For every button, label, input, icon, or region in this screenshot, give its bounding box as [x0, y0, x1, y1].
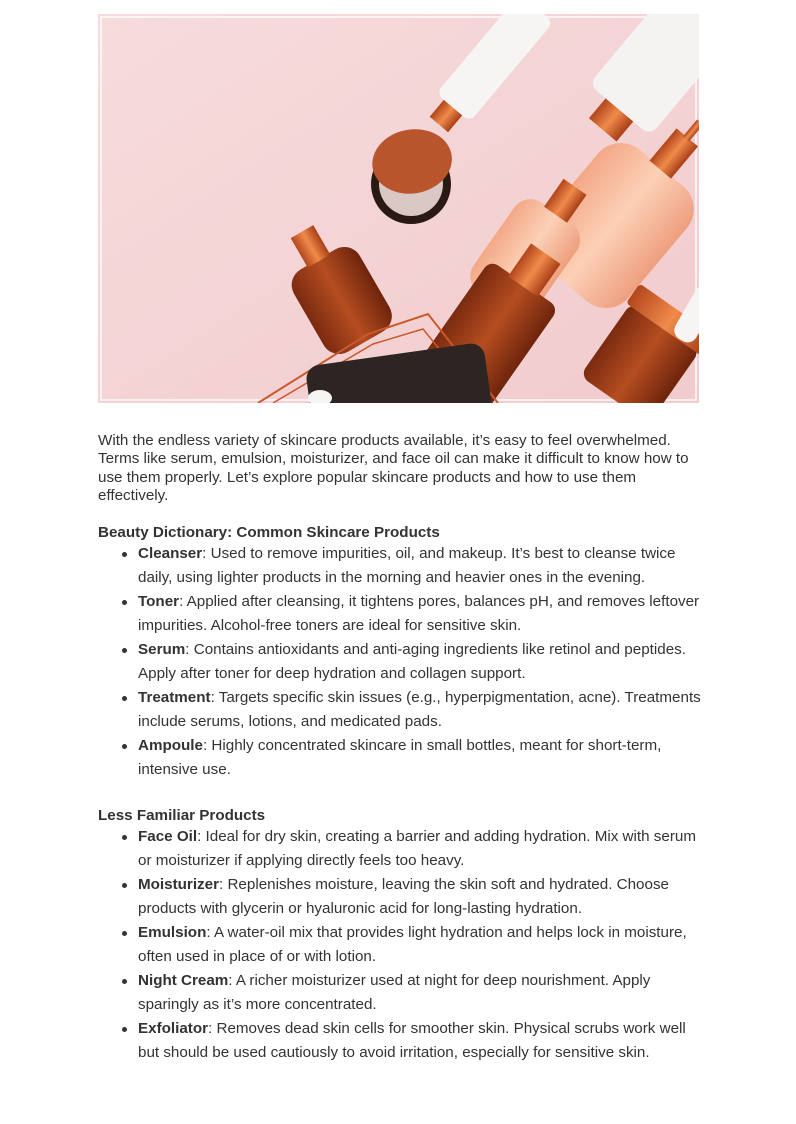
- item-description: : Removes dead skin cells for smoother skin. Physical scrubs work well but should be used cautiously to avoid irritation, especially for sensitive skin.: [138, 1019, 686, 1061]
- item-term: Emulsion: [138, 923, 207, 941]
- list-item: [138, 1017, 703, 1065]
- item-term: Treatment: [138, 688, 211, 706]
- less-familiar-products-list: [98, 825, 703, 1065]
- section-title-common-products: Beauty Dictionary: Common Skincare Products: [98, 523, 440, 541]
- item-description: : Applied after cleansing, it tightens pores, balances pH, and removes leftover impurities. Alcohol-free toners are ideal for sensitive skin.: [138, 592, 700, 634]
- list-item: [138, 542, 703, 590]
- item-description: : Used to remove impurities, oil, and makeup. It’s best to cleanse twice daily, using lighter products in the morning and heavier ones in the evening.: [138, 544, 676, 586]
- list-item: [138, 638, 703, 686]
- item-description: : Contains antioxidants and anti-aging ingredients like retinol and peptides. Apply after toner for deep hydration and collagen support.: [138, 640, 686, 682]
- list-item: [138, 873, 703, 921]
- item-term: Toner: [138, 592, 180, 610]
- item-term: Cleanser: [138, 544, 203, 562]
- item-term: Face Oil: [138, 827, 198, 845]
- item-description: : Highly concentrated skincare in small bottles, meant for short-term, intensive use.: [138, 736, 662, 778]
- list-item: [138, 921, 703, 969]
- article-content: [98, 432, 703, 1065]
- list-item: [138, 686, 703, 734]
- list-item: [138, 969, 703, 1017]
- item-description: : Targets specific skin issues (e.g., hyperpigmentation, acne). Treatments include serums, lotions, and medicated pads.: [138, 688, 701, 730]
- common-products-list: [98, 542, 703, 782]
- item-description: : A water-oil mix that provides light hydration and helps lock in moisture, often used in place of or with lotion.: [138, 923, 687, 965]
- intro-paragraph: With the endless variety of skincare products available, it’s easy to feel overwhelmed. Terms like serum, emulsion, moisturizer, and face oil can make it difficult to know how to use them properly. Let’s explore popular skincare products and how to use them effectively.: [98, 432, 689, 505]
- item-term: Night Cream: [138, 971, 229, 989]
- item-term: Moisturizer: [138, 875, 220, 893]
- item-description: : Ideal for dry skin, creating a barrier and adding hydration. Mix with serum or moisturizer if applying directly feels too heavy.: [138, 827, 696, 869]
- list-item: [138, 825, 703, 873]
- item-description: : A richer moisturizer used at night for deep nourishment. Apply sparingly as it’s more concentrated.: [138, 971, 651, 1013]
- item-description: : Replenishes moisture, leaving the skin soft and hydrated. Choose products with glycerin or hyaluronic acid for long-lasting hydration.: [138, 875, 669, 917]
- list-item: [138, 734, 703, 782]
- item-term: Ampoule: [138, 736, 203, 754]
- item-term: Serum: [138, 640, 186, 658]
- skincare-products-photo: [98, 14, 699, 403]
- list-item: [138, 590, 703, 638]
- section-title-less-familiar: Less Familiar Products: [98, 806, 266, 824]
- hero-image: [98, 14, 699, 403]
- item-term: Exfoliator: [138, 1019, 209, 1037]
